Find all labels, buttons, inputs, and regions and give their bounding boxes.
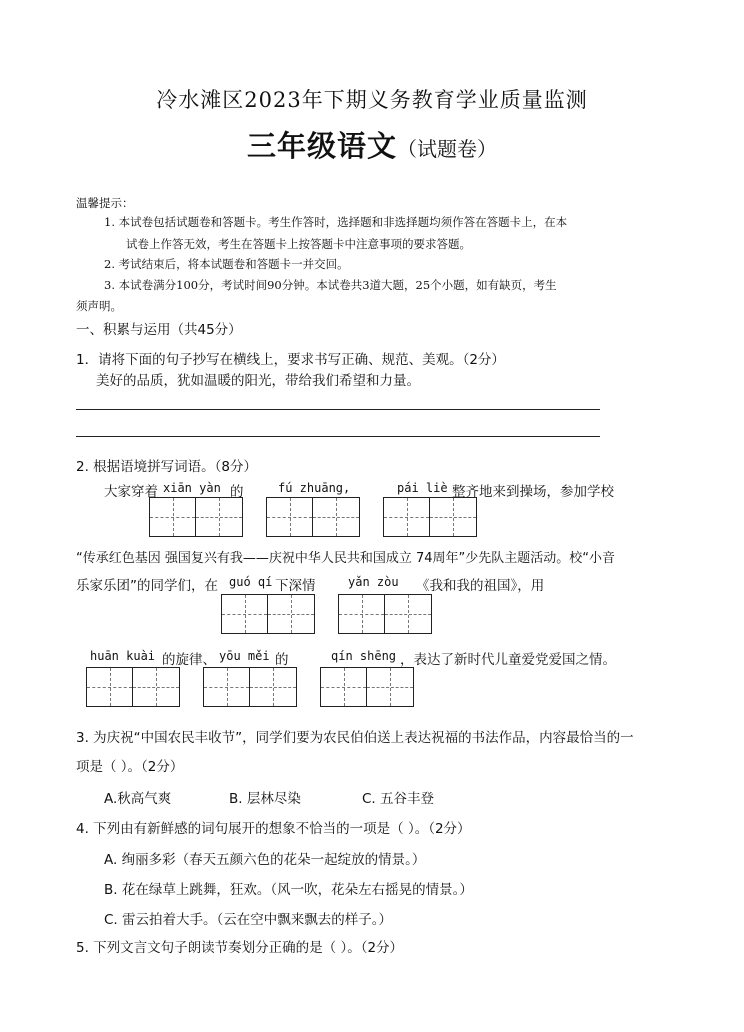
pinyin-xianyan: xiān yàn [163, 481, 221, 495]
answer-grid-fuzhuang[interactable] [266, 497, 360, 537]
answer-cell[interactable] [384, 498, 430, 536]
q2-text-3a: 乐家乐团”的同学们，在 [76, 578, 218, 594]
q2-stem: 2. 根据语境拼写词语。（8分） [76, 459, 258, 475]
answer-cell[interactable] [267, 498, 313, 536]
q1-stem: 1．请将下面的句子抄写在横线上，要求书写正确、规范、美观。（2分） [76, 352, 505, 368]
answer-cell[interactable] [150, 498, 196, 536]
q3-stem-b: 项是（ ）。（2分） [76, 759, 184, 775]
answer-cell[interactable] [313, 498, 359, 536]
pinyin-guoqi: guó qí [229, 575, 273, 589]
q5-stem: 5. 下列文言文句子朗读节奏划分正确的是（ ）。（2分） [76, 940, 404, 956]
pinyin-qinsheng: qín shēng [331, 649, 397, 663]
answer-cell[interactable] [87, 668, 133, 706]
q2-text-4a: 的旋律、 [162, 652, 216, 668]
q2-text-4c: ，表达了新时代儿童爱党爱国之情。 [400, 652, 616, 668]
notice-item-2: 2. 考试结束后，将本试题卷和答题卡一并交回。 [104, 257, 349, 271]
answer-cell[interactable] [321, 668, 367, 706]
answer-grid-youmei[interactable] [203, 667, 297, 707]
q3-stem-a: 3. 为庆祝“中国农民丰收节”，同学们要为农民伯伯送上表达祝福的书法作品，内容最恰当的一 [76, 730, 634, 746]
q4-option-c[interactable]: C. 雷云拍着大手。（云在空中飘来飘去的样子。） [104, 912, 393, 928]
answer-grid-xianyan[interactable] [149, 497, 243, 537]
q2-text-4b: 的 [275, 652, 289, 668]
answer-cell[interactable] [268, 595, 314, 633]
q3-option-b[interactable]: B. 层林尽染 [229, 791, 301, 807]
pinyin-youmei: yōu měi [219, 649, 270, 663]
answer-cell[interactable] [133, 668, 179, 706]
q2-text-1b: 的 [230, 484, 244, 500]
q2-text-1a: 大家穿着 [104, 484, 158, 500]
answer-grid-qinsheng[interactable] [320, 667, 414, 707]
q2-text-3b: 下深情 [275, 578, 316, 594]
q3-option-c[interactable]: C. 五谷丰登 [362, 791, 435, 807]
pinyin-yanzou: yǎn zòu [348, 575, 399, 589]
q1-sentence: 美好的品质，犹如温暖的阳光，带给我们希望和力量。 [96, 373, 420, 389]
answer-cell[interactable] [367, 668, 413, 706]
q4-option-b[interactable]: B. 花在绿草上跳舞，狂欢。（风一吹，花朵左右摇晃的情景。） [104, 882, 473, 898]
pinyin-fuzhuang: fú zhuāng, [278, 481, 351, 495]
notice-item-1a: 1. 本试卷包括试题卷和答题卡。考生作答时，选择题和非选择题均须作答在答题卡上，在本 [104, 215, 568, 229]
q4-stem: 4. 下列由有新鲜感的词句展开的想象不恰当的一项是（ ）。（2分） [76, 821, 471, 837]
answer-cell[interactable] [339, 595, 385, 633]
q2-text-1c: 整齐地来到操场，参加学校 [452, 484, 614, 500]
pinyin-pailie: pái liè [397, 481, 448, 495]
pinyin-huankuai: huān kuài [90, 649, 156, 663]
answer-grid-pailie[interactable] [383, 497, 477, 537]
q2-text-2: “传承红色基因 强国复兴有我——庆祝中华人民共和国成立 74周年”少先队主题活动。校“小音 [76, 551, 616, 566]
notice-item-1b: 试卷上作答无效，考生在答题卡上按答题卡中注意事项的要求答题。 [126, 237, 471, 251]
answer-cell[interactable] [250, 668, 296, 706]
q1-writing-line-2[interactable] [76, 436, 600, 437]
q1-writing-line-1[interactable] [76, 409, 600, 410]
answer-cell[interactable] [196, 498, 242, 536]
exam-title: 冷水滩区2023年下期义务教育学业质量监测 [156, 88, 588, 112]
exam-subtitle [0, 124, 744, 165]
notice-item-3b: 须声明。 [76, 299, 122, 313]
answer-cell[interactable] [204, 668, 250, 706]
answer-cell[interactable] [430, 498, 476, 536]
answer-grid-yanzou[interactable] [338, 594, 432, 634]
subject-title: 三年级语文 [246, 129, 397, 163]
answer-grid-guoqi[interactable] [221, 594, 315, 634]
notice-item-3a: 3. 本试卷满分100分，考试时间90分钟。本试卷共3道大题，25个小题，如有缺页，考生 [104, 278, 557, 292]
notice-label: 温馨提示： [76, 196, 134, 210]
q3-option-a[interactable]: A.秋高气爽 [104, 791, 172, 807]
answer-grid-huankuai[interactable] [86, 667, 180, 707]
q4-option-a[interactable]: A. 绚丽多彩（春天五颜六色的花朵一起绽放的情景。） [104, 852, 426, 868]
answer-cell[interactable] [385, 595, 431, 633]
answer-cell[interactable] [222, 595, 268, 633]
paper-type: （试题卷） [397, 137, 497, 161]
q2-text-3c: 《我和我的祖国》，用 [416, 578, 545, 594]
section-heading: 一、积累与运用（共45分） [76, 322, 242, 338]
